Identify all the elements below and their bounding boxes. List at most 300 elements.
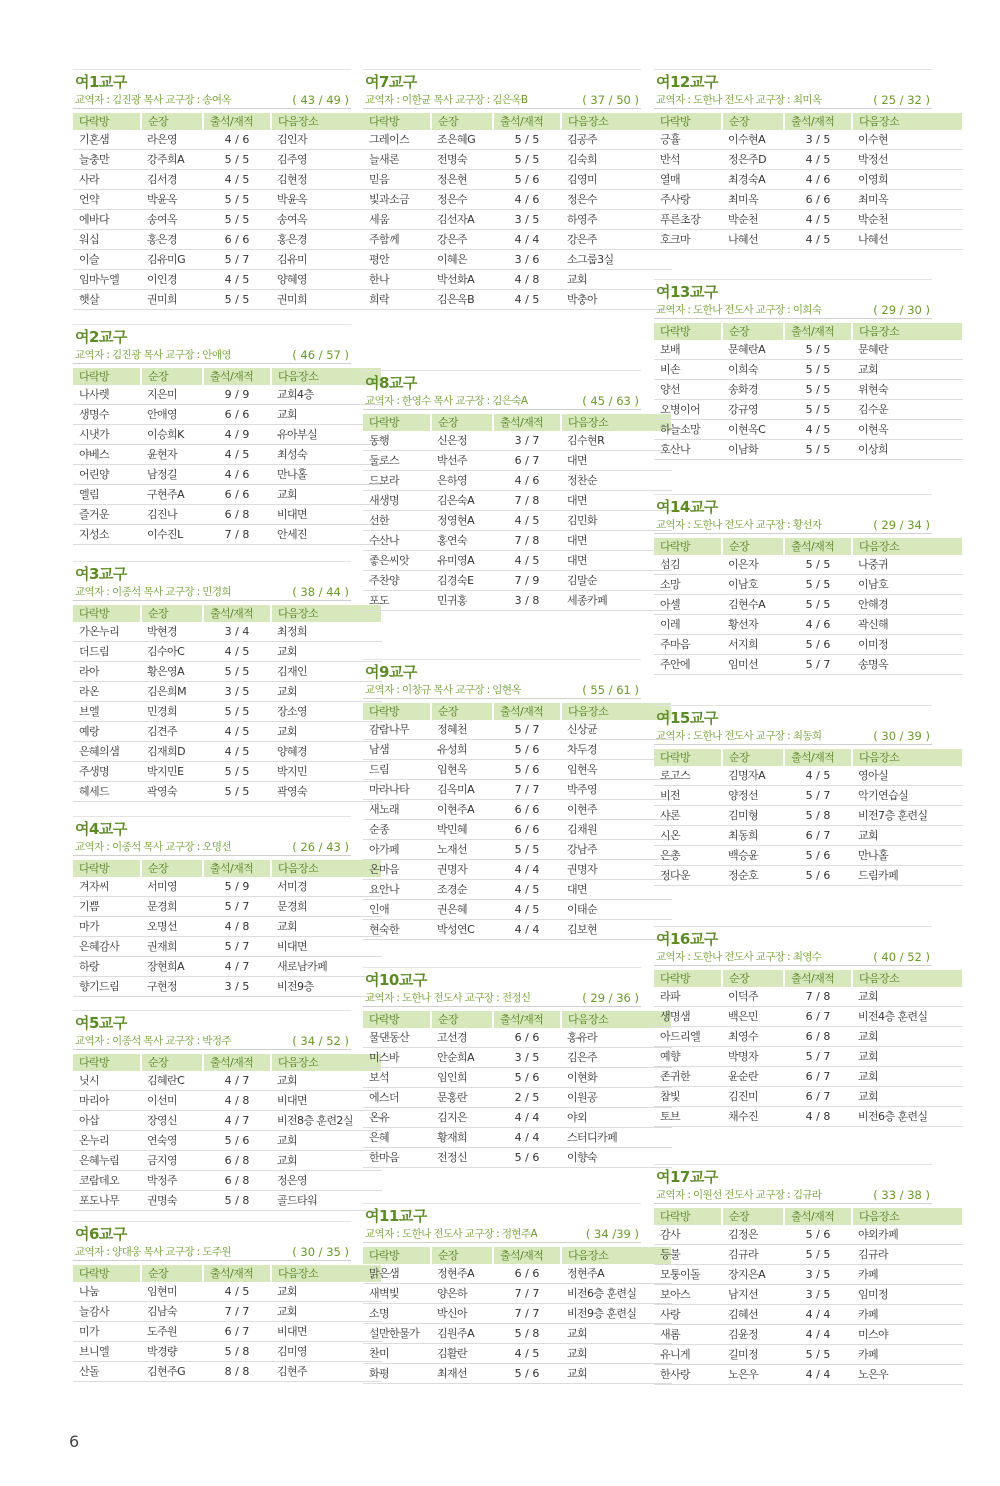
table-cell: 대면: [561, 491, 672, 511]
table-cell: 박지민E: [141, 762, 203, 782]
table-header-row: [363, 1011, 672, 1028]
group-13: [654, 282, 932, 460]
table-cell: 4 / 5: [493, 290, 561, 310]
group-count: ( 38 / 44 ): [292, 585, 349, 599]
table-cell: 이인경: [141, 270, 203, 290]
table-cell: 권미희: [271, 290, 382, 310]
group-count: ( 34 / 52 ): [292, 1034, 349, 1048]
table-row: [654, 1285, 963, 1305]
table-cell: 보배: [654, 340, 722, 360]
group-staff: 교역자 : 김진광 목사 교구장 : 송여옥: [75, 94, 231, 106]
table-cell: 5 / 5: [784, 595, 852, 615]
table-cell: 이은자: [722, 555, 784, 575]
table-cell: 4 / 8: [203, 917, 271, 937]
table-cell: 비전7층 훈련실: [852, 806, 963, 826]
table-cell: 민경희: [141, 702, 203, 722]
table-cell: 은혜의샘: [73, 742, 141, 762]
table-cell: 5 / 5: [784, 575, 852, 595]
table-row: [654, 655, 963, 675]
table-cell: 4 / 5: [203, 1282, 271, 1302]
table-cell: 이혜은: [431, 250, 493, 270]
table-cell: 이영희: [852, 170, 963, 190]
table-cell: 3 / 5: [493, 210, 561, 230]
group-table: [73, 860, 383, 997]
table-cell: 수산나: [363, 531, 431, 551]
table-cell: 6 / 8: [203, 1171, 271, 1191]
table-cell: 기쁨: [73, 897, 141, 917]
table-cell: 5 / 5: [784, 1345, 852, 1365]
table-header-row: [73, 1054, 382, 1071]
table-header-row: [73, 368, 382, 385]
table-header-row: [654, 323, 963, 340]
table-cell: 이남화: [722, 440, 784, 460]
table-row: [654, 1305, 963, 1325]
group-title: 여16교구: [656, 930, 718, 948]
table-row: [73, 782, 382, 802]
table-row: [363, 1264, 672, 1284]
table-cell: 세종카페: [561, 591, 672, 611]
table-row: [73, 1282, 382, 1302]
table-cell: 6 / 8: [203, 505, 271, 525]
table-row: [73, 877, 382, 897]
table-cell: 비대면: [271, 505, 382, 525]
group-info: [654, 302, 932, 319]
table-cell: 박충아: [561, 290, 672, 310]
table-header-row: [363, 1247, 672, 1264]
table-row: [363, 210, 672, 230]
table-cell: 선한: [363, 511, 431, 531]
table-cell: 산돌: [73, 1362, 141, 1382]
table-cell: 4 / 4: [493, 1108, 561, 1128]
table-cell: 4 / 5: [784, 150, 852, 170]
table-cell: 유아부실: [271, 425, 382, 445]
table-cell: 4 / 4: [493, 230, 561, 250]
table-cell: 박선주: [431, 451, 493, 471]
table-cell: 드림: [363, 760, 431, 780]
table-row: [73, 662, 382, 682]
group-info: [363, 1226, 641, 1243]
table-cell: 4 / 4: [784, 1325, 852, 1345]
table-cell: 교회: [271, 405, 382, 425]
table-cell: 최미옥: [852, 190, 963, 210]
table-row: [73, 1151, 382, 1171]
table-row: [654, 130, 963, 150]
table-row: [654, 806, 963, 826]
table-cell: 6 / 7: [493, 451, 561, 471]
table-header-row: [363, 414, 672, 431]
table-cell: 최영수: [722, 1027, 784, 1047]
table-cell: 권명숙: [141, 1191, 203, 1211]
table-cell: 대면: [561, 880, 672, 900]
table-cell: 온유: [363, 1108, 431, 1128]
table-cell: 4 / 5: [493, 900, 561, 920]
table-cell: 등불: [654, 1245, 722, 1265]
table-cell: 이현주: [561, 800, 672, 820]
table-cell: 보석: [363, 1068, 431, 1088]
table-cell: 4 / 8: [203, 1091, 271, 1111]
table-cell: 이수진L: [141, 525, 203, 545]
group-title: 여4교구: [75, 820, 127, 838]
table-cell: 황선자: [722, 615, 784, 635]
table-row: [654, 1107, 963, 1127]
table-cell: 라온: [73, 682, 141, 702]
group-8: [363, 373, 641, 611]
table-row: [654, 555, 963, 575]
table-cell: 오병이어: [654, 400, 722, 420]
table-cell: 4 / 9: [203, 425, 271, 445]
table-cell: 야베스: [73, 445, 141, 465]
table-cell: 교회: [561, 270, 672, 290]
table-cell: 장현희A: [141, 957, 203, 977]
table-cell: 한나: [363, 270, 431, 290]
table-cell: 김주영: [271, 150, 382, 170]
page-number: 6: [69, 1432, 80, 1451]
table-cell: 금지영: [141, 1151, 203, 1171]
table-cell: 6 / 8: [203, 1151, 271, 1171]
column-header: 다락방: [363, 414, 431, 431]
table-cell: 박신아: [431, 1304, 493, 1324]
table-cell: 남정길: [141, 465, 203, 485]
column-header: 다락방: [654, 538, 722, 555]
table-cell: 안순희A: [431, 1048, 493, 1068]
table-cell: 4 / 4: [493, 860, 561, 880]
group-title: 여9교구: [365, 663, 417, 681]
table-row: [363, 880, 672, 900]
table-row: [363, 1108, 672, 1128]
table-cell: 윤현자: [141, 445, 203, 465]
group-staff: 교역자 : 양대웅 목사 교구장 : 도주원: [75, 1246, 231, 1258]
table-cell: 은하영: [431, 471, 493, 491]
table-row: [654, 786, 963, 806]
table-cell: 박민혜: [431, 820, 493, 840]
table-cell: 아가페: [363, 840, 431, 860]
table-cell: 6 / 7: [784, 1067, 852, 1087]
table-cell: 김채원: [561, 820, 672, 840]
table-cell: 구현주A: [141, 485, 203, 505]
table-cell: 늘충만: [73, 150, 141, 170]
table-cell: 주찬양: [363, 571, 431, 591]
group-staff: 교역자 : 이종석 목사 교구장 : 박정주: [75, 1035, 231, 1047]
table-row: [654, 1365, 963, 1385]
table-cell: 송화경: [722, 380, 784, 400]
table-cell: 만나홀: [271, 465, 382, 485]
table-cell: 김현주: [271, 1362, 382, 1382]
table-cell: 라파: [654, 987, 722, 1007]
column-header: 다락방: [654, 1208, 722, 1225]
table-cell: 7 / 9: [493, 571, 561, 591]
table-cell: 현숙한: [363, 920, 431, 940]
table-cell: 찬미: [363, 1344, 431, 1364]
table-cell: 유미영A: [431, 551, 493, 571]
table-cell: 좋은씨앗: [363, 551, 431, 571]
group-table: [73, 1265, 383, 1382]
group-divider: [73, 816, 351, 817]
table-cell: 새로남카페: [271, 957, 382, 977]
table-cell: 5 / 7: [784, 786, 852, 806]
table-cell: 서미경: [271, 877, 382, 897]
table-cell: 비전9층 훈련실: [561, 1304, 672, 1324]
group-12: [654, 72, 932, 250]
table-cell: 사랑: [654, 1305, 722, 1325]
column-header: 출석/재적: [203, 605, 271, 622]
table-header-row: [654, 970, 963, 987]
table-cell: 미가: [73, 1322, 141, 1342]
table-cell: 문혜란: [852, 340, 963, 360]
column-header: 다음장소: [852, 538, 963, 555]
table-cell: 존귀한: [654, 1067, 722, 1087]
table-row: [73, 130, 382, 150]
table-cell: 노재선: [431, 840, 493, 860]
table-cell: 이선미: [141, 1091, 203, 1111]
table-row: [654, 1225, 963, 1245]
table-cell: 4 / 6: [784, 170, 852, 190]
table-cell: 5 / 6: [493, 170, 561, 190]
table-cell: 오명선: [141, 917, 203, 937]
table-cell: 은혜감사: [73, 937, 141, 957]
group-title: 여6교구: [75, 1225, 127, 1243]
column-header: 순장: [722, 1208, 784, 1225]
group-table: [73, 605, 383, 802]
table-cell: 감람나무: [363, 720, 431, 740]
table-cell: 교회: [561, 1364, 672, 1384]
table-cell: 참빛: [654, 1087, 722, 1107]
group-info: [73, 839, 351, 856]
table-cell: 5 / 5: [784, 400, 852, 420]
table-cell: 문경희: [271, 897, 382, 917]
table-cell: 문경희: [141, 897, 203, 917]
table-header-row: [654, 749, 963, 766]
table-cell: 5 / 7: [203, 937, 271, 957]
table-cell: 이레: [654, 615, 722, 635]
table-cell: 정은수: [431, 190, 493, 210]
table-row: [654, 170, 963, 190]
table-row: [363, 1068, 672, 1088]
group-15: [654, 708, 932, 886]
table-cell: 주마음: [654, 635, 722, 655]
table-cell: 비대면: [271, 1091, 382, 1111]
table-cell: 4 / 7: [203, 1071, 271, 1091]
table-cell: 비전6층 훈련실: [852, 1107, 963, 1127]
table-cell: 4 / 5: [784, 230, 852, 250]
table-cell: 소망: [654, 575, 722, 595]
table-cell: 5 / 5: [203, 782, 271, 802]
table-cell: 이수현A: [722, 130, 784, 150]
table-cell: 박주영: [561, 780, 672, 800]
group-title: 여7교구: [365, 73, 417, 91]
table-cell: 신상균: [561, 720, 672, 740]
column-header: 순장: [722, 538, 784, 555]
column-header: 순장: [431, 1247, 493, 1264]
table-cell: 김규라: [852, 1245, 963, 1265]
table-cell: 설만한물가: [363, 1324, 431, 1344]
table-cell: 6 / 6: [493, 1264, 561, 1284]
table-cell: 주함께: [363, 230, 431, 250]
table-cell: 3 / 6: [493, 250, 561, 270]
table-cell: 7 / 7: [203, 1302, 271, 1322]
table-cell: 헤세드: [73, 782, 141, 802]
column-header: 출석/재적: [493, 113, 561, 130]
table-row: [363, 1364, 672, 1384]
group-title: 여14교구: [656, 498, 718, 516]
table-cell: 보아스: [654, 1285, 722, 1305]
table-cell: 5 / 9: [203, 877, 271, 897]
table-row: [363, 551, 672, 571]
group-staff: 교역자 : 김진광 목사 교구장 : 안애영: [75, 349, 231, 361]
column-header: 다음장소: [852, 749, 963, 766]
group-count: ( 40 / 52 ): [873, 950, 930, 964]
column-header: 다음장소: [271, 1054, 382, 1071]
group-10: [363, 970, 641, 1168]
table-row: [73, 1071, 382, 1091]
table-cell: 야외카페: [852, 1225, 963, 1245]
table-cell: 박윤옥: [141, 190, 203, 210]
table-cell: 4 / 5: [203, 742, 271, 762]
table-cell: 6 / 6: [493, 800, 561, 820]
table-cell: 백은민: [722, 1007, 784, 1027]
table-cell: 양정선: [722, 786, 784, 806]
table-cell: 황은영A: [141, 662, 203, 682]
column-header: 출석/재적: [203, 113, 271, 130]
column-header: 순장: [722, 113, 784, 130]
group-staff: 교역자 : 이창규 목사 교구장 : 임현옥: [365, 684, 521, 696]
group-1: [73, 72, 351, 310]
table-cell: 김경숙E: [431, 571, 493, 591]
group-count: ( 25 / 32 ): [873, 93, 930, 107]
group-title: 여2교구: [75, 328, 127, 346]
table-row: [654, 210, 963, 230]
table-cell: 교회: [271, 917, 382, 937]
table-cell: 이현옥: [852, 420, 963, 440]
column-header: 순장: [722, 749, 784, 766]
table-cell: 소명: [363, 1304, 431, 1324]
column-header: 출석/재적: [493, 703, 561, 720]
table-cell: 아드리엘: [654, 1027, 722, 1047]
table-row: [363, 451, 672, 471]
column-header: 출석/재적: [784, 538, 852, 555]
table-row: [73, 642, 382, 662]
table-cell: 권명자: [431, 860, 493, 880]
group-table: [73, 368, 383, 545]
table-cell: 4 / 5: [493, 551, 561, 571]
table-cell: 5 / 5: [203, 662, 271, 682]
table-cell: 4 / 6: [203, 465, 271, 485]
table-cell: 마가: [73, 917, 141, 937]
table-cell: 최미옥: [722, 190, 784, 210]
table-cell: 5 / 5: [493, 130, 561, 150]
table-cell: 푸른초장: [654, 210, 722, 230]
table-cell: 정은주D: [722, 150, 784, 170]
group-title: 여8교구: [365, 374, 417, 392]
column-header: 다음장소: [852, 970, 963, 987]
column-header: 출석/재적: [203, 860, 271, 877]
column-header: 출석/재적: [493, 1011, 561, 1028]
table-cell: 5 / 8: [493, 1324, 561, 1344]
table-cell: 박경량: [141, 1342, 203, 1362]
table-cell: 양선: [654, 380, 722, 400]
group-info: [654, 728, 932, 745]
table-row: [654, 400, 963, 420]
table-row: [73, 897, 382, 917]
table-row: [73, 1362, 382, 1382]
group-count: ( 45 / 63 ): [582, 394, 639, 408]
table-row: [363, 720, 672, 740]
table-cell: 대면: [561, 551, 672, 571]
table-cell: 김견주: [141, 722, 203, 742]
table-cell: 마라나타: [363, 780, 431, 800]
table-cell: 송명옥: [852, 655, 963, 675]
table-cell: 에바다: [73, 210, 141, 230]
table-cell: 김말순: [561, 571, 672, 591]
table-cell: 전명숙: [431, 150, 493, 170]
column-header: 다음장소: [561, 113, 672, 130]
table-row: [654, 340, 963, 360]
group-count: ( 33 / 38 ): [873, 1188, 930, 1202]
table-row: [363, 740, 672, 760]
group-title: 여13교구: [656, 283, 718, 301]
table-cell: 나혜선: [852, 230, 963, 250]
group-divider: [73, 1010, 351, 1011]
table-cell: 엘림: [73, 485, 141, 505]
table-cell: 4 / 5: [203, 722, 271, 742]
table-row: [73, 505, 382, 525]
group-4: [73, 819, 351, 997]
table-cell: 빛과소금: [363, 190, 431, 210]
column-header: 다락방: [73, 1054, 141, 1071]
table-cell: 4 / 4: [784, 1365, 852, 1385]
table-cell: 5 / 5: [203, 190, 271, 210]
table-cell: 새노래: [363, 800, 431, 820]
column-header: 다락방: [654, 749, 722, 766]
group-14: [654, 497, 932, 675]
group-info: [363, 990, 641, 1007]
table-cell: 5 / 8: [203, 1342, 271, 1362]
table-row: [654, 766, 963, 786]
table-cell: 3 / 5: [203, 682, 271, 702]
table-cell: 하늘소망: [654, 420, 722, 440]
table-cell: 교회: [852, 987, 963, 1007]
table-cell: 도주원: [141, 1322, 203, 1342]
table-row: [363, 1344, 672, 1364]
column-header: 다음장소: [271, 113, 382, 130]
group-count: ( 29 / 30 ): [873, 303, 930, 317]
table-row: [73, 485, 382, 505]
table-cell: 교회4층: [271, 385, 382, 405]
table-cell: 김숙희: [561, 150, 672, 170]
table-row: [654, 595, 963, 615]
table-cell: 박선화A: [431, 270, 493, 290]
table-cell: 유성희: [431, 740, 493, 760]
table-cell: 강규영: [722, 400, 784, 420]
table-cell: 7 / 7: [493, 780, 561, 800]
table-cell: 최성숙: [271, 445, 382, 465]
table-cell: 카페: [852, 1305, 963, 1325]
table-cell: 안애영: [141, 405, 203, 425]
group-divider: [654, 494, 932, 495]
table-cell: 강주희A: [141, 150, 203, 170]
table-cell: 김남숙: [141, 1302, 203, 1322]
group-6: [73, 1224, 351, 1382]
table-cell: 5 / 6: [493, 1364, 561, 1384]
column-header: 순장: [141, 368, 203, 385]
group-divider: [654, 69, 932, 70]
table-row: [73, 230, 382, 250]
table-cell: 5 / 5: [784, 340, 852, 360]
table-cell: 장지은A: [722, 1265, 784, 1285]
table-cell: 이덕주: [722, 987, 784, 1007]
table-cell: 정다운: [654, 866, 722, 886]
table-cell: 교회: [852, 1087, 963, 1107]
table-cell: 서미영: [141, 877, 203, 897]
